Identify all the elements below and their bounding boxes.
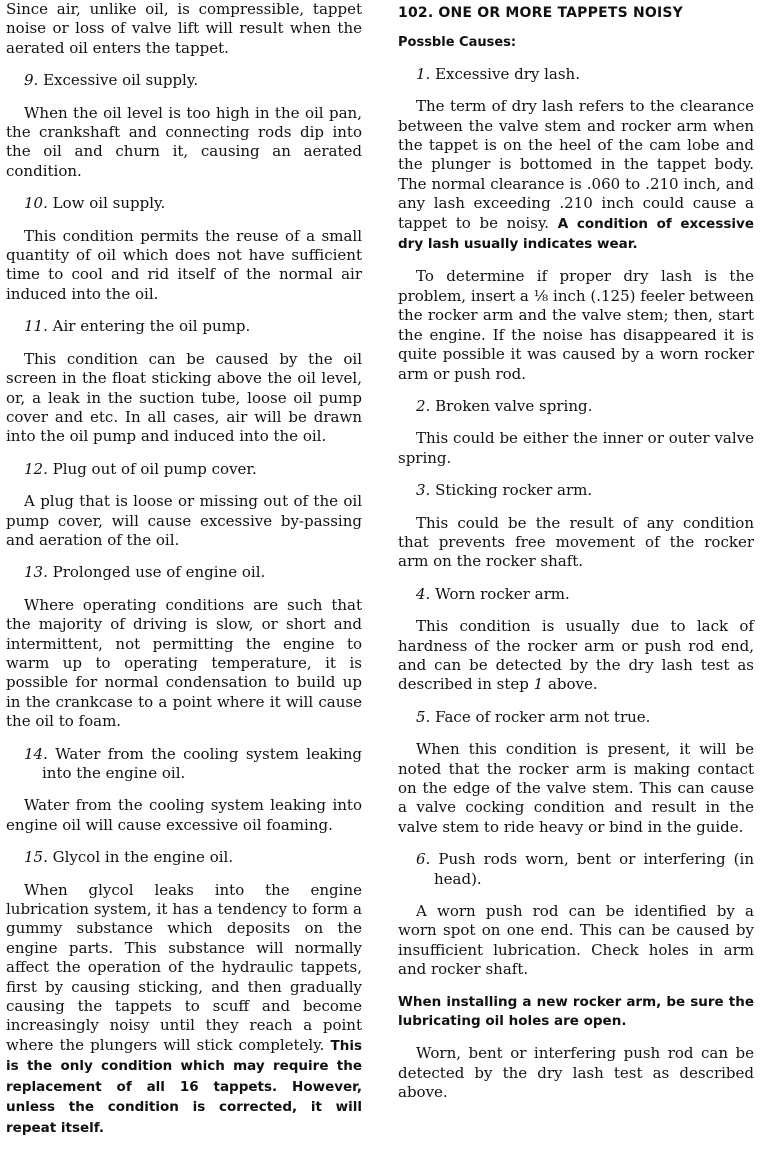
warning-note: A condition of excessive dry lash usually indicates wear. (398, 215, 754, 253)
cause-item-14 (6, 745, 362, 784)
cause-item-2 (398, 397, 754, 416)
paragraph: Where operating conditions are such that the majority of driving is slow, or short and intermittent, not permitting the engine to warm up to operating temperature, it is possible for normal condensation to build up in the crankcase to a point where it will cause the oil to foam. (6, 595, 362, 731)
step-reference: 1 (533, 675, 544, 694)
item-text: Low oil supply. (52, 194, 166, 213)
paragraph: Since air, unlike oil, is compressible, tappet noise or loss of valve lift will result when the aerated oil enters the tappet. (6, 0, 362, 57)
paragraph-text: This condition is usually due to lack of hardness of the rocker arm or push rod end, and can be detected by the dry lash test as described in step (398, 617, 754, 694)
cause-item-11 (6, 317, 362, 336)
paragraph: When this condition is present, it will be noted that the rocker arm is making contact on the edge of the valve stem. This can cause a valve cocking condition and result in the valve stem to ride heavy or bind in the guide. (398, 740, 754, 836)
item-text: Glycol in the engine oil. (52, 848, 234, 867)
cause-item-9 (6, 71, 362, 90)
item-number: 14. (24, 744, 48, 763)
paragraph: This could be the result of any condition that prevents free movement of the rocker arm on the rocker shaft. (398, 513, 754, 571)
item-text: Excessive oil supply. (43, 71, 199, 90)
left-column (6, 0, 362, 1151)
item-number: 6. (416, 850, 431, 869)
item-text: Face of rocker arm not true. (435, 707, 651, 726)
item-number: 10. (24, 194, 48, 213)
paragraph-text: The term of dry lash refers to the clearance between the valve stem and rocker arm when the tappet is on the heel of the cam lobe and the plunger is bottomed in the tappet body. The normal clearance is .060 to .210 inch, and any lash exceeding .210 inch could cause a tappet to be noisy. (398, 97, 754, 232)
item-text: Prolonged use of engine oil. (52, 563, 266, 582)
paragraph-text: When glycol leaks into the engine lubrication system, it has a tendency to form a gummy substance which deposits on the engine parts. This substance will normally affect the operation of the hydraulic tappets, first by causing sticking, and then gradually causing the tappets to scuff and become increasingly noisy until they reach a point where the plungers will stick completely. (6, 880, 362, 1054)
item-number: 13. (24, 563, 48, 582)
item-text: Worn rocker arm. (435, 584, 570, 603)
item-text: Sticking rocker arm. (435, 481, 593, 500)
cause-item-3 (398, 481, 754, 500)
item-text: Water from the cooling system leaking into the engine oil. (42, 744, 362, 782)
paragraph (6, 881, 362, 1138)
item-text: Plug out of oil pump cover. (52, 459, 257, 478)
item-text: Air entering the oil pump. (52, 317, 251, 336)
item-text: Push rods worn, bent or interfering (in head). (434, 850, 754, 888)
right-column (398, 0, 754, 1116)
cause-item-15 (6, 848, 362, 867)
paragraph (398, 97, 754, 254)
paragraph: Water from the cooling system leaking into engine oil will cause excessive oil foaming. (6, 796, 362, 834)
paragraph: This could be either the inner or outer valve spring. (398, 429, 754, 467)
item-number: 3. (416, 481, 431, 500)
item-number: 4. (416, 584, 431, 603)
paragraph-text: above. (547, 675, 598, 694)
cause-item-6 (398, 850, 754, 889)
item-number: 15. (24, 848, 48, 867)
section-subheading: Possble Causes: (398, 35, 517, 51)
paragraph: To determine if proper dry lash is the problem, insert a ⅛ inch (.125) feeler between the rocker arm and the valve stem; then, start the engine. If the noise has disappeared it is quite possible it was caused by a worn rocker arm or push rod. (398, 267, 754, 383)
item-number: 9. (24, 71, 39, 90)
item-number: 1. (416, 64, 431, 83)
cause-item-5 (398, 708, 754, 727)
paragraph: A worn push rod can be identified by a worn spot on one end. This can be caused by insufficient lubrication. Check holes in arm and rocker shaft. (398, 902, 754, 979)
paragraph: A plug that is loose or missing out of the oil pump cover, will cause excessive by-passing and aeration of the oil. (6, 492, 362, 549)
cause-item-13 (6, 563, 362, 582)
paragraph: When the oil level is too high in the oil pan, the crankshaft and connecting rods dip into the oil and churn it, causing an aerated condition. (6, 103, 362, 180)
cause-item-12 (6, 460, 362, 479)
paragraph (398, 617, 754, 695)
item-number: 2. (416, 396, 431, 415)
section-heading: 102. ONE OR MORE TAPPETS NOISY (398, 5, 684, 21)
cause-item-1 (398, 65, 754, 84)
warning-note: When installing a new rocker arm, be sure the lubricating oil holes are open. (398, 993, 754, 1030)
cause-item-10 (6, 194, 362, 213)
cause-item-4 (398, 585, 754, 604)
item-text: Excessive dry lash. (435, 64, 580, 83)
item-number: 5. (416, 707, 431, 726)
item-number: 11. (24, 317, 48, 336)
warning-note: This is the only condition which may require the replacement of all 16 tappets. However, unless the condition is corrected, it will repeat itself. (6, 1037, 362, 1136)
paragraph: This condition can be caused by the oil screen in the float sticking above the oil level, or, a leak in the suction tube, loose oil pump cover and etc. In all cases, air will be drawn into the oil pump and induced into the oil. (6, 349, 362, 446)
item-text: Broken valve spring. (435, 396, 593, 415)
paragraph: This condition permits the reuse of a small quantity of oil which does not have sufficient time to cool and rid itself of the normal air induced into the oil. (6, 226, 362, 303)
paragraph: Worn, bent or interfering push rod can be detected by the dry lash test as described above. (398, 1044, 754, 1102)
item-number: 12. (24, 459, 48, 478)
